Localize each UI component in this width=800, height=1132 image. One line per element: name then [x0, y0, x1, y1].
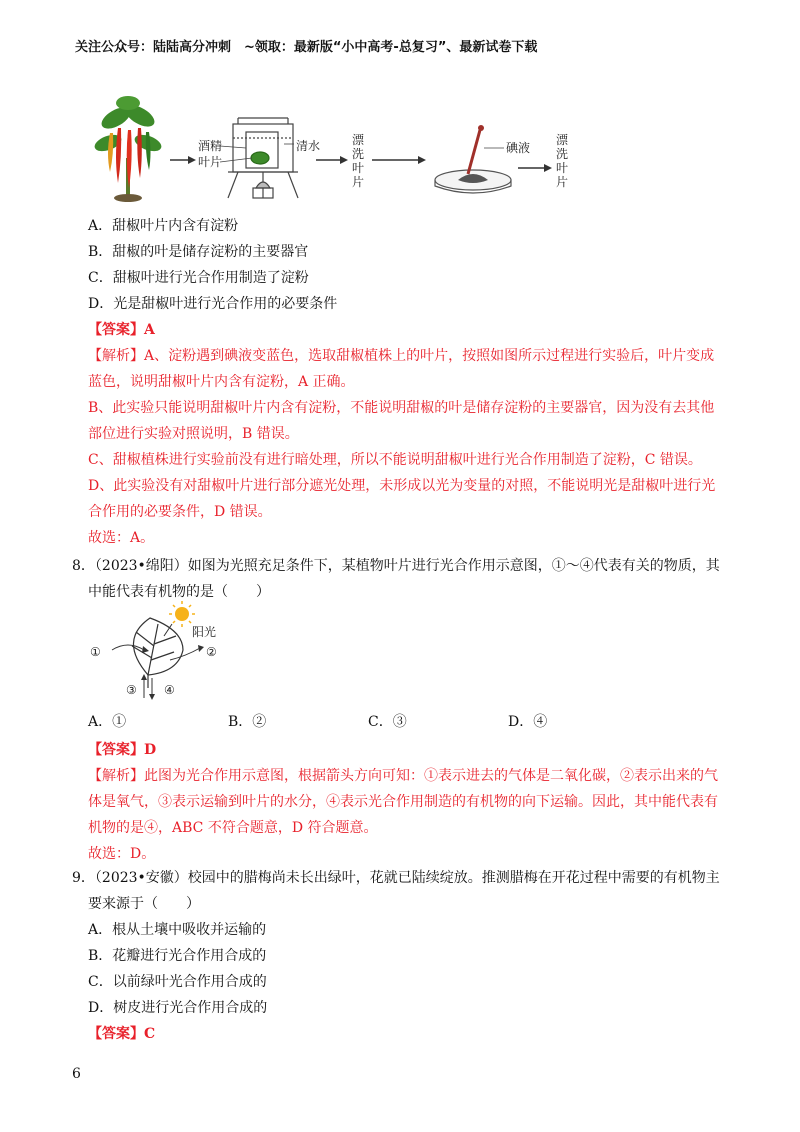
q7-option-d: D．光是甜椒叶进行光合作用的必要条件: [88, 296, 338, 312]
marker-4: ④: [164, 683, 175, 697]
iodine-label: 碘液: [506, 141, 531, 155]
starch-experiment-figure: [88, 88, 588, 208]
q7-analysis-line: D、此实验没有对甜椒叶片进行部分遮光处理，未形成以光为变量的对照，不能说明光是甜椒叶进行光: [88, 478, 716, 494]
rinse-label-2b: 洗: [556, 147, 569, 161]
rinse-label-2d: 片: [556, 175, 569, 189]
rinse-label-2a: 漂: [556, 133, 569, 147]
marker-3: ③: [126, 683, 137, 697]
rinse-label-1a: 漂: [352, 133, 365, 147]
q9-option-c: C．以前绿叶光合作用合成的: [88, 974, 267, 990]
alcohol-label: 酒精: [198, 139, 223, 153]
q8-analysis-line: 体是氧气，③表示运输到叶片的水分，④表示光合作用制造的有机物的向下运输。因此，其中能代表有: [88, 794, 718, 810]
q9-answer: 【答案】C: [88, 1026, 156, 1042]
q7-analysis-line: 部位进行实验对照说明，B 错误。: [88, 426, 299, 442]
q8-option-a: A．①: [88, 714, 127, 730]
sunlight-label: 阳光: [192, 625, 217, 639]
page-number: 6: [72, 1066, 81, 1082]
photosynthesis-leaf-figure: [88, 600, 268, 700]
q9-stem-line: 9．（2023•安徽）校园中的腊梅尚未长出绿叶，花就已陆续绽放。推测腊梅在开花过程中需要的有机物主: [72, 870, 720, 886]
q8-option-c: C．③: [368, 714, 407, 730]
q8-stem-line: 中能代表有机物的是（ ）: [88, 584, 270, 600]
rinse-label-1c: 叶: [352, 161, 365, 175]
q8-analysis-line: 机物的是④，ABC 不符合题意，D 符合题意。: [88, 820, 378, 836]
q7-option-b: B．甜椒的叶是储存淀粉的主要器官: [88, 244, 309, 260]
page-header: 关注公众号：陆陆高分冲刺 ~领取：最新版“小中高考-总复习”、最新试卷下载: [75, 40, 538, 55]
leaf-icon: [132, 618, 183, 688]
q7-analysis-line: B、此实验只能说明甜椒叶片内含有淀粉，不能说明甜椒的叶是储存淀粉的主要器官，因为没有去其他: [88, 400, 715, 416]
q8-answer: 【答案】D: [88, 742, 157, 758]
q8-option-d: D．④: [508, 714, 548, 730]
rinse-label-2c: 叶: [556, 161, 569, 175]
leaf-label: 叶片: [198, 155, 223, 169]
rinse-label-1d: 片: [352, 175, 365, 189]
q7-analysis-line: 蓝色，说明甜椒叶片内含有淀粉，A 正确。: [88, 374, 355, 390]
q7-answer: 【答案】A: [88, 322, 155, 338]
q8-option-b: B．②: [228, 714, 267, 730]
petri-dish-icon: [435, 125, 511, 193]
q7-analysis-line: 合作用的必要条件，D 错误。: [88, 504, 272, 520]
q8-analysis-line: 【解析】此图为光合作用示意图，根据箭头方向可知：①表示进去的气体是二氧化碳，②表示出来的气: [88, 768, 718, 784]
q9-option-b: B．花瓣进行光合作用合成的: [88, 948, 267, 964]
q7-analysis-line: C、甜椒植株进行实验前没有进行暗处理，所以不能说明甜椒叶进行光合作用制造了淀粉，C 错误。: [88, 452, 702, 468]
q7-option-c: C．甜椒叶进行光合作用制造了淀粉: [88, 270, 309, 286]
q8-stem-line: 8．（2023•绵阳）如图为光照充足条件下，某植物叶片进行光合作用示意图，①～④代表有关的物质，其: [72, 558, 720, 574]
water-bath-apparatus-icon: [228, 118, 298, 198]
rinse-label-1b: 洗: [352, 147, 365, 161]
q9-option-d: D．树皮进行光合作用合成的: [88, 1000, 268, 1016]
q9-stem-line: 要来源于（ ）: [88, 896, 200, 912]
marker-1: ①: [90, 645, 101, 659]
q7-conclusion: 故选：A。: [88, 530, 155, 546]
sun-icon: [169, 601, 195, 627]
q7-analysis-line: 【解析】A、淀粉遇到碘液变蓝色，选取甜椒植株上的叶片，按照如图所示过程进行实验后，叶片变成: [88, 348, 715, 364]
q9-option-a: A．根从土壤中吸收并运输的: [88, 922, 267, 938]
pepper-plant-icon: [92, 96, 163, 202]
q7-option-a: A．甜椒叶片内含有淀粉: [88, 218, 239, 234]
water-label: 清水: [296, 139, 321, 153]
marker-2: ②: [206, 645, 217, 659]
q8-conclusion: 故选：D。: [88, 846, 156, 862]
